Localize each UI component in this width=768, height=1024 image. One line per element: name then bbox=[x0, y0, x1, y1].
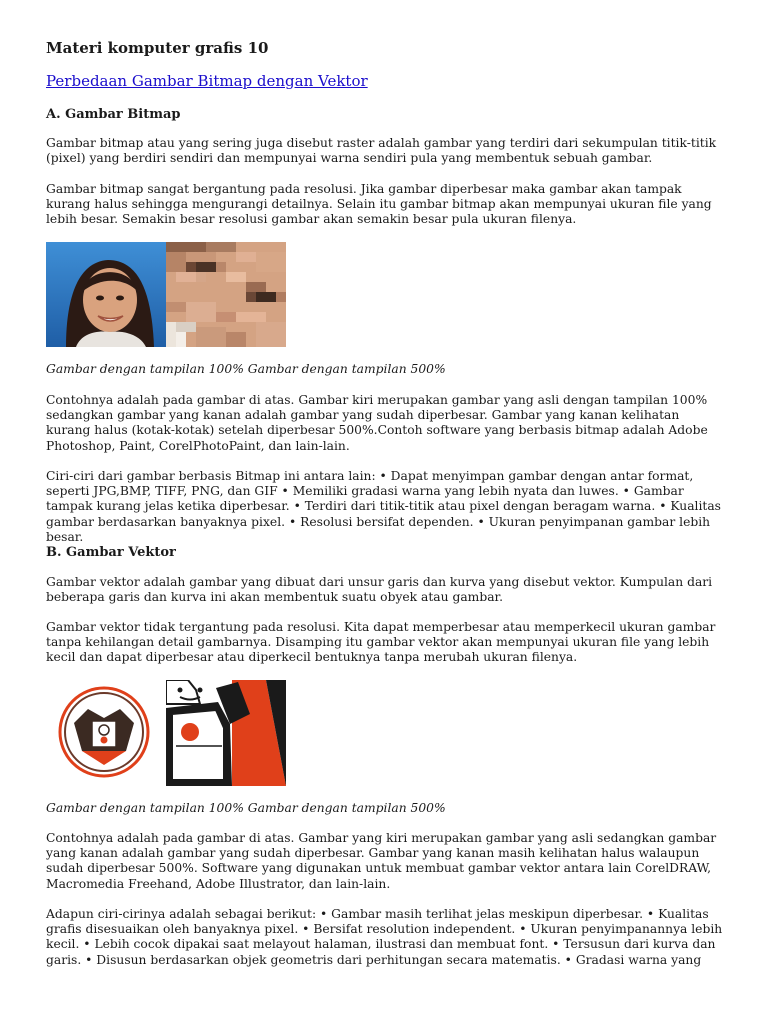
bitmap-photo-original bbox=[46, 242, 166, 347]
bitmap-photo-zoomed bbox=[166, 242, 286, 347]
section-a-paragraph-2: Gambar bitmap sangat bergantung pada resolusi. Jika gambar diperbesar maka gambar akan tampak kurang halus sehingga mengurangi detailnya. Selain itu gambar bitmap akan mempunyai ukuran file yang lebih besar. Semakin besar resolusi gambar akan semakin besar pula ukuran filenya. bbox=[46, 182, 712, 227]
section-a-image-caption: Gambar dengan tampilan 100% Gambar dengan tampilan 500% bbox=[46, 362, 446, 376]
section-b-paragraph-1: Gambar vektor adalah gambar yang dibuat dari unsur garis dan kurva yang disebut vektor. Kumpulan dari beberapa garis dan kurva ini akan membentuk suatu obyek atau gambar. bbox=[46, 575, 713, 605]
section-a-paragraph-1: Gambar bitmap atau yang sering juga disebut raster adalah gambar yang terdiri dari sekumpulan titik-titik (pixel) yang berdiri sendiri dan mempunyai warna sendiri pula yang membentuk sebuah gambar. bbox=[46, 136, 717, 166]
section-a-heading: A. Gambar Bitmap bbox=[46, 107, 181, 122]
vector-logo-original bbox=[52, 685, 156, 779]
section-b-paragraph-2: Gambar vektor tidak tergantung pada resolusi. Kita dapat memperbesar atau memperkecil ukuran gambar tanpa kehilangan detail gambarnya. Disamping itu gambar vektor akan mempunyai ukuran file yang lebih kecil dan dapat diperbesar atau diperkecil bentuknya tanpa merubah ukuran filenya. bbox=[46, 620, 716, 665]
section-a-paragraph-4: Ciri-ciri dari gambar berbasis Bitmap ini antara lain: • Dapat menyimpan gambar dengan antar format, seperti JPG,BMP, TIFF, PNG, dan GIF • Memiliki gradasi warna yang lebih nyata dan luwes. • Gambar tampak kurang jelas ketika diperbesar. • Terdiri dari titik-titik atau pixel dengan beragam warna. • Kualitas gambar berdasarkan banyaknya pixel. • Resolusi bersifat dependen. • Ukuran penyimpanan gambar lebih besar. bbox=[46, 469, 721, 544]
vector-logo-zoomed bbox=[166, 680, 286, 786]
page-title: Materi komputer grafis 10 bbox=[46, 39, 269, 57]
section-b-paragraph-3: Contohnya adalah pada gambar di atas. Gambar yang kiri merupakan gambar yang asli sedangkan gambar yang kanan adalah gambar yang sudah diperbesar. Gambar yang kanan masih kelihatan halus walaupun sudah diperbesar 500%. Software yang digunakan untuk membuat gambar vektor antara lain CorelDRAW, Macromedia Freehand, Adobe Illustrator, dan lain-lain. bbox=[46, 831, 717, 891]
section-b-heading: B. Gambar Vektor bbox=[46, 545, 176, 560]
section-b-image-caption: Gambar dengan tampilan 100% Gambar dengan tampilan 500% bbox=[46, 801, 446, 815]
section-a-paragraph-3: Contohnya adalah pada gambar di atas. Gambar kiri merupakan gambar yang asli dengan tampilan 100% sedangkan gambar yang kanan adalah gambar yang sudah diperbesar. Gambar yang kanan kelihatan kurang halus (kotak-kotak) setelah diperbesar 500%.Contoh software yang berbasis bitmap adalah Adobe Photoshop, Paint, CorelPhotoPaint, dan lain-lain. bbox=[46, 393, 708, 453]
article-link[interactable]: Perbedaan Gambar Bitmap dengan Vektor bbox=[46, 72, 368, 90]
section-b-paragraph-4: Adapun ciri-cirinya adalah sebagai berikut: • Gambar masih terlihat jelas meskipun diperbesar. • Kualitas grafis disesuaikan oleh banyaknya pixel. • Bersifat resolution independent. • Ukuran penyimpanannya lebih kecil. • Lebih cocok dipakai saat melayout halaman, ilustrasi dan membuat font. • Tersusun dari kurva dan garis. • Disusun berdasarkan objek geometris dari perhitungan secara matematis. • Gradasi warna yang bbox=[46, 907, 723, 967]
